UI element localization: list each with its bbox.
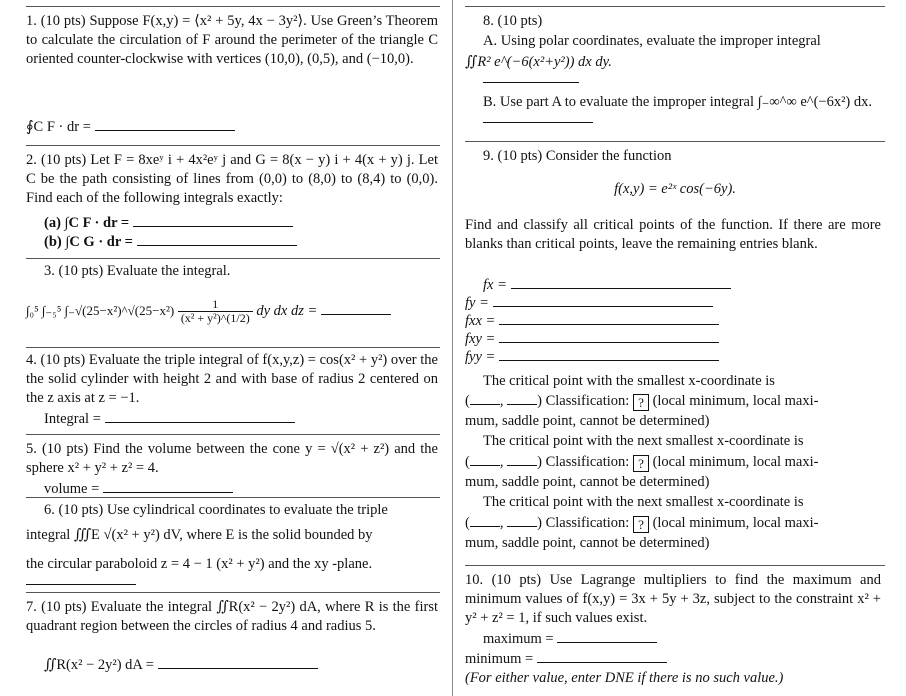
q9-deriv-label: fxx =: [465, 313, 496, 329]
q9-instructions: Find and classify all critical points of the function. If there are more blanks than critical points, leave the remaining entries blank.: [465, 217, 881, 253]
q2-part-b: [44, 233, 297, 252]
q5-answer-blank[interactable]: [103, 482, 233, 493]
q6-answer: [26, 572, 136, 591]
q8-part-a-answer: [483, 70, 579, 89]
q8-part-b: B. Use part A to evaluate the improper integral ∫₋∞^∞ e^(−6x²) dx.: [483, 94, 873, 110]
q9-deriv-blank[interactable]: [493, 296, 713, 307]
q9-cp3-row: ( , ) Classification: ? (local minimum, local maxi-: [465, 515, 819, 532]
q8-part-b-blank[interactable]: [483, 112, 593, 123]
q3-fraction: [178, 298, 253, 325]
q9-cp1-select[interactable]: ?: [633, 394, 649, 411]
rule: [465, 565, 885, 566]
q10-max: [483, 630, 657, 649]
q9-deriv-fxy: [465, 330, 719, 349]
q6-text-b: integral ∭E √(x² + y²) dV, where E is the solid bounded by: [26, 527, 373, 543]
q9-deriv-blank[interactable]: [499, 350, 719, 361]
q9-cp1-classification: Classification:: [545, 393, 630, 409]
q9-cp3-y-blank[interactable]: [507, 516, 537, 527]
q2-part-a: [44, 214, 293, 233]
q9-cp3-options: (local minimum, local maxi-: [652, 515, 819, 531]
q6-text-a: 6. (10 pts) Use cylindrical coordinates to evaluate the triple: [44, 502, 388, 518]
q8-part-a-expr: ∬R² e^(−6(x²+y²)) dx dy.: [465, 54, 612, 70]
q9-deriv-label: fy =: [465, 295, 489, 311]
q10-text: 10. (10 pts) Use Lagrange multipliers to find the maximum and minimum values of f(x,y) = 3x + 5y + 3z, subject to the constraint x² + y² + z² = 1, if such values exist.: [465, 572, 881, 627]
q10-min-blank[interactable]: [537, 652, 667, 663]
q9-cp2-classification: Classification:: [545, 454, 630, 470]
q10-min: [465, 650, 667, 669]
q10-note: (For either value, enter DNE if there is no such value.): [465, 670, 784, 686]
q2-text: 2. (10 pts) Let F = 8xeʸ i + 4x²eʸ j and G = 8(x − y) i + 4(x + y) j. Let C be the path consisting of lines from (0,0) to (8,0) to (8,4) to (0,0). Find each of the following integrals exactly:: [26, 152, 438, 207]
rule: [26, 258, 440, 259]
q9-cp1-y-blank[interactable]: [507, 394, 537, 405]
rule: [465, 141, 885, 142]
q8-part-b-answer: [483, 110, 593, 129]
q9-deriv-fyy: [465, 348, 719, 367]
q4-answer: [44, 410, 295, 429]
q9-cp1-row: ( , ) Classification: ? (local minimum, local maxi-: [465, 393, 819, 410]
q7-answer-label: ∬R(x² − 2y²) dA =: [44, 657, 154, 673]
q9-deriv-fxx: [465, 312, 719, 331]
q8-title: 8. (10 pts): [483, 13, 543, 29]
q9-cp1-x-blank[interactable]: [470, 394, 500, 405]
q7-text: 7. (10 pts) Evaluate the integral ∬R(x² − 2y²) dA, where R is the first quadrant region between the circles of radius 4 and radius 5.: [26, 599, 438, 635]
q4-answer-blank[interactable]: [105, 412, 295, 423]
q9-cp1-options: (local minimum, local maxi-: [652, 393, 819, 409]
q9-cp2-options: (local minimum, local maxi-: [652, 454, 819, 470]
q2-part-b-blank[interactable]: [137, 235, 297, 246]
q9-cp2-select[interactable]: ?: [633, 455, 649, 472]
q9-deriv-label: fx =: [483, 277, 507, 293]
q8-part-a: A. Using polar coordinates, evaluate the improper integral: [483, 33, 821, 49]
rule: [465, 6, 885, 7]
q3-denominator: (x² + y²)^(1/2): [180, 311, 250, 326]
q9-deriv-fy: [465, 294, 713, 313]
q3-answer-blank[interactable]: [321, 304, 391, 315]
q5-text: 5. (10 pts) Find the volume between the cone y = √(x² + z²) and the sphere x² + y² + z² = 4.: [26, 441, 438, 477]
q9-cp3-classification: Classification:: [545, 515, 630, 531]
q7-answer: [44, 656, 318, 675]
q9-cp3-head: The critical point with the next smallest x-coordinate is: [483, 494, 804, 510]
q3-numerator: 1: [178, 298, 253, 312]
q2-part-a-blank[interactable]: [133, 216, 293, 227]
rule: [26, 6, 440, 7]
q3-integral: [26, 298, 391, 325]
q9-deriv-label: fxy =: [465, 331, 496, 347]
q8-part-a-blank[interactable]: [483, 72, 579, 83]
q9-cp1-options-cont: mum, saddle point, cannot be determined): [465, 413, 710, 429]
q9-deriv-blank[interactable]: [499, 332, 719, 343]
q9-cp3-select[interactable]: ?: [633, 516, 649, 533]
q10-max-label: maximum =: [483, 631, 554, 647]
q3-limits: ∫₀⁵ ∫₋₅⁵ ∫₋√(25−x²)^√(25−x²): [26, 303, 175, 319]
q9-cp2-options-cont: mum, saddle point, cannot be determined): [465, 474, 710, 490]
rule: [26, 434, 440, 435]
q9-cp2-x-blank[interactable]: [470, 455, 500, 466]
rule: [26, 145, 440, 146]
q10-max-blank[interactable]: [557, 632, 657, 643]
column-divider: [452, 0, 453, 696]
q5-answer-label: volume =: [44, 481, 100, 497]
q9-cp1-head: The critical point with the smallest x-coordinate is: [483, 373, 775, 389]
q9-deriv-fx: [483, 276, 731, 295]
q9-cp3-x-blank[interactable]: [470, 516, 500, 527]
q9-cp2-y-blank[interactable]: [507, 455, 537, 466]
q2-part-a-label: (a) ∫C F · dr =: [44, 215, 130, 231]
q7-answer-blank[interactable]: [158, 658, 318, 669]
q9-function: f(x,y) = e²ˣ cos(−6y).: [614, 181, 736, 197]
q9-deriv-blank[interactable]: [499, 314, 719, 325]
q1-answer: [26, 118, 235, 137]
q3-text: 3. (10 pts) Evaluate the integral.: [44, 263, 231, 279]
rule: [26, 347, 440, 348]
q1-answer-blank[interactable]: [95, 120, 235, 131]
q9-cp2-row: ( , ) Classification: ? (local minimum, local maxi-: [465, 454, 819, 471]
q1-answer-label: ∮C F · dr =: [26, 119, 91, 135]
q1-text: 1. (10 pts) Suppose F(x,y) = ⟨x² + 5y, 4x − 3y²⟩. Use Green’s Theorem to calculate the circulation of F around the perimeter of the triangle C oriented counter-clockwise with vertices (10,0), (0,5), and (−10,0).: [26, 13, 438, 68]
q6-answer-blank[interactable]: [26, 574, 136, 585]
q4-answer-label: Integral =: [44, 411, 101, 427]
q9-deriv-label: fyy =: [465, 349, 496, 365]
q10-min-label: minimum =: [465, 651, 534, 667]
q4-text: 4. (10 pts) Evaluate the triple integral of f(x,y,z) = cos(x² + y²) over the the solid cylinder with height 2 and with base of radius 2 centered on the z axis at z = −1.: [26, 352, 438, 407]
q6-text-c: the circular paraboloid z = 4 − 1 (x² + y²) and the xy -plane.: [26, 556, 373, 572]
q9-cp3-options-cont: mum, saddle point, cannot be determined): [465, 535, 710, 551]
q9-text: 9. (10 pts) Consider the function: [483, 148, 672, 164]
q9-cp2-head: The critical point with the next smallest x-coordinate is: [483, 433, 804, 449]
q9-deriv-blank[interactable]: [511, 278, 731, 289]
rule: [26, 497, 440, 498]
rule: [26, 592, 440, 593]
q2-part-b-label: (b) ∫C G · dr =: [44, 234, 133, 250]
q3-tail: dy dx dz =: [256, 303, 318, 320]
